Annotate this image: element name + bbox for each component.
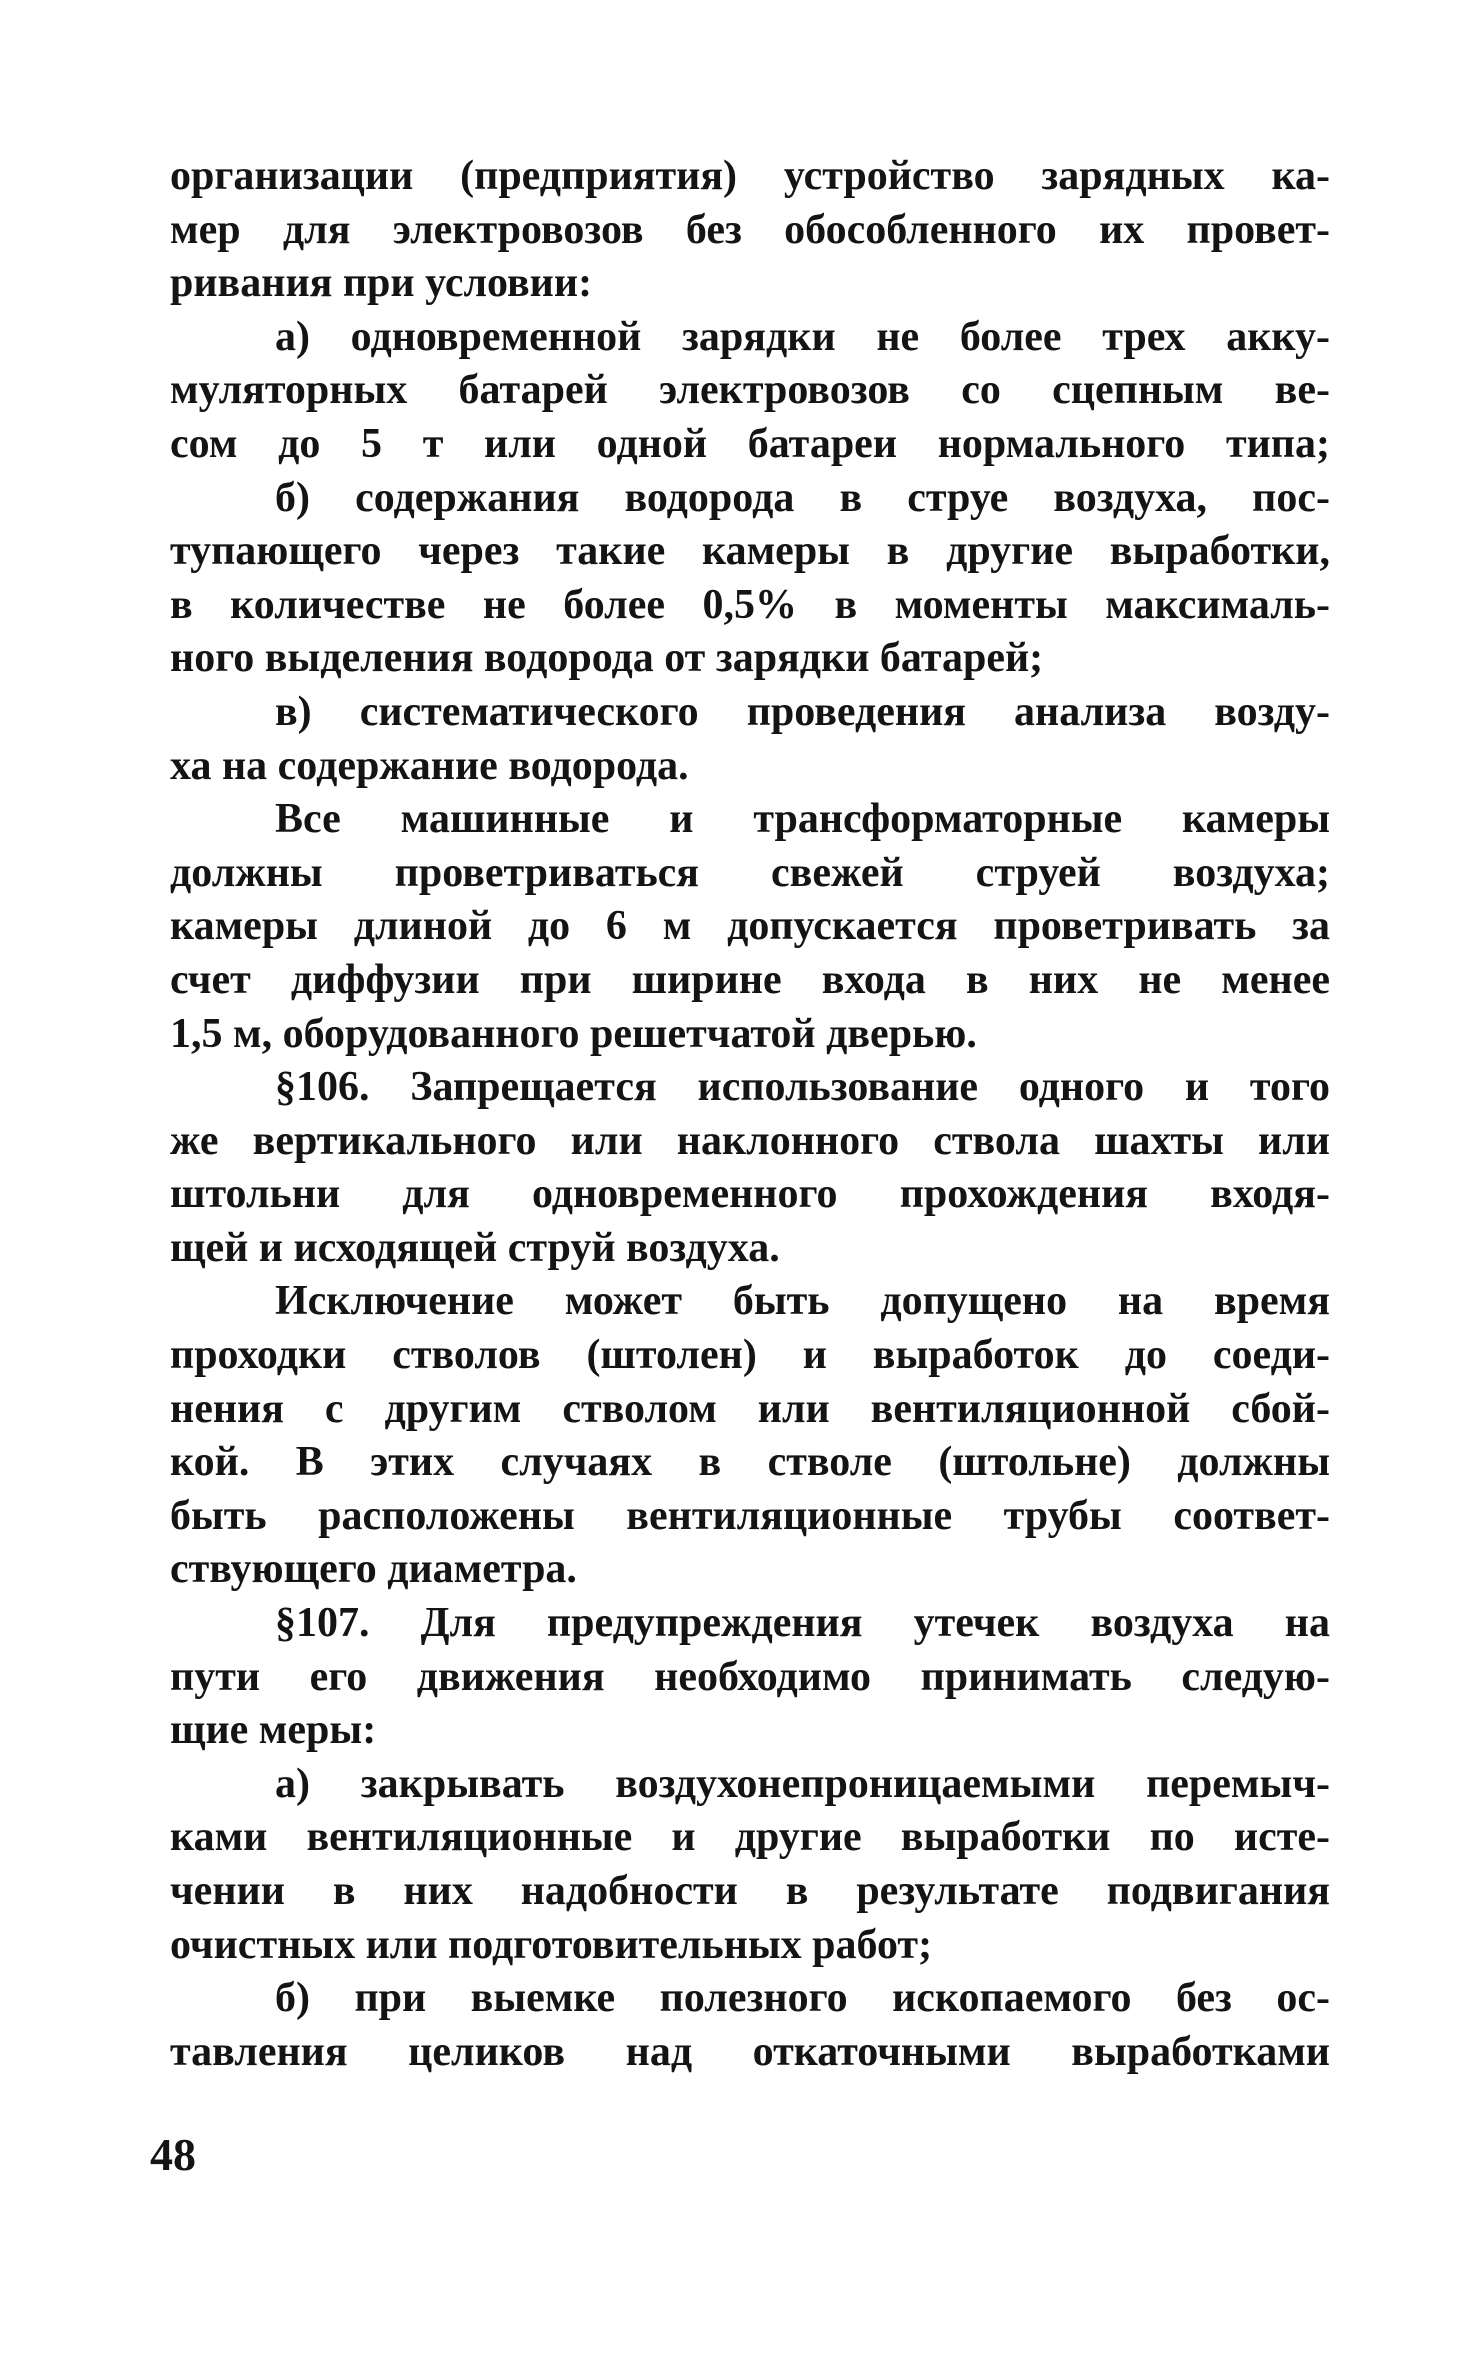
- text-line: очистных или подготовительных работ;: [170, 1921, 933, 1968]
- text-line: б) содержания водорода в струе воздуха, пос-: [275, 474, 1330, 521]
- text-line: Все машинные и трансформаторные камеры: [275, 796, 1330, 843]
- text-line: тупающего через такие камеры в другие выработки,: [170, 528, 1330, 575]
- text-line: мер для электровозов без обособленного их провет-: [170, 206, 1330, 253]
- text-line: нения с другим стволом или вентиляционной сбой-: [170, 1385, 1330, 1432]
- text-line: камеры длиной до 6 м допускается проветривать за: [170, 903, 1330, 950]
- text-line: в) систематического проведения анализа возду-: [275, 688, 1330, 735]
- text-line: быть расположены вентиляционные трубы соответ-: [170, 1492, 1330, 1539]
- text-line: же вертикального или наклонного ствола шахты или: [170, 1117, 1330, 1164]
- text-line: ного выделения водорода от зарядки батарей;: [170, 635, 1044, 682]
- text-line: счет диффузии при ширине входа в них не менее: [170, 956, 1330, 1003]
- text-line: ствующего диаметра.: [170, 1546, 577, 1593]
- text-line: муляторных батарей электровозов со сцепным ве-: [170, 367, 1330, 414]
- text-line: пути его движения необходимо принимать следую-: [170, 1653, 1330, 1700]
- text-line: §106. Запрещается использование одного и того: [275, 1064, 1330, 1111]
- text-line: а) одновременной зарядки не более трех акку-: [275, 313, 1330, 360]
- text-line: ривания при условии:: [170, 260, 593, 307]
- text-line: в количестве не более 0,5% в моменты максималь-: [170, 581, 1330, 628]
- text-line: тавления целиков над откаточными выработками: [170, 2028, 1330, 2075]
- text-line: штольни для одновременного прохождения входя-: [170, 1171, 1330, 1218]
- text-line: 1,5 м, оборудованного решетчатой дверью.: [170, 1010, 977, 1057]
- text-line: б) при выемке полезного ископаемого без ос-: [275, 1975, 1330, 2022]
- text-line: ха на содержание водорода.: [170, 742, 689, 789]
- text-line: должны проветриваться свежей струей воздуха;: [170, 849, 1330, 896]
- text-line: сом до 5 т или одной батареи нормального типа;: [170, 420, 1330, 467]
- text-line: ками вентиляционные и другие выработки по исте-: [170, 1814, 1330, 1861]
- body-text: [170, 150, 1330, 2079]
- text-line: организации (предприятия) устройство зарядных ка-: [170, 153, 1330, 199]
- text-line: §107. Для предупреждения утечек воздуха на: [275, 1600, 1330, 1647]
- text-line: щей и исходящей струй воздуха.: [170, 1224, 780, 1271]
- text-line: проходки стволов (штолен) и выработок до соеди-: [170, 1332, 1330, 1379]
- text-line: кой. В этих случаях в стволе (штольне) должны: [170, 1439, 1330, 1486]
- text-line: щие меры:: [170, 1707, 377, 1754]
- text-line: а) закрывать воздухонепроницаемыми перемыч-: [275, 1760, 1330, 1807]
- page-number: 48: [150, 2129, 196, 2180]
- text-line: Исключение может быть допущено на время: [275, 1278, 1330, 1325]
- text-line: чении в них надобности в результате подвигания: [170, 1868, 1330, 1914]
